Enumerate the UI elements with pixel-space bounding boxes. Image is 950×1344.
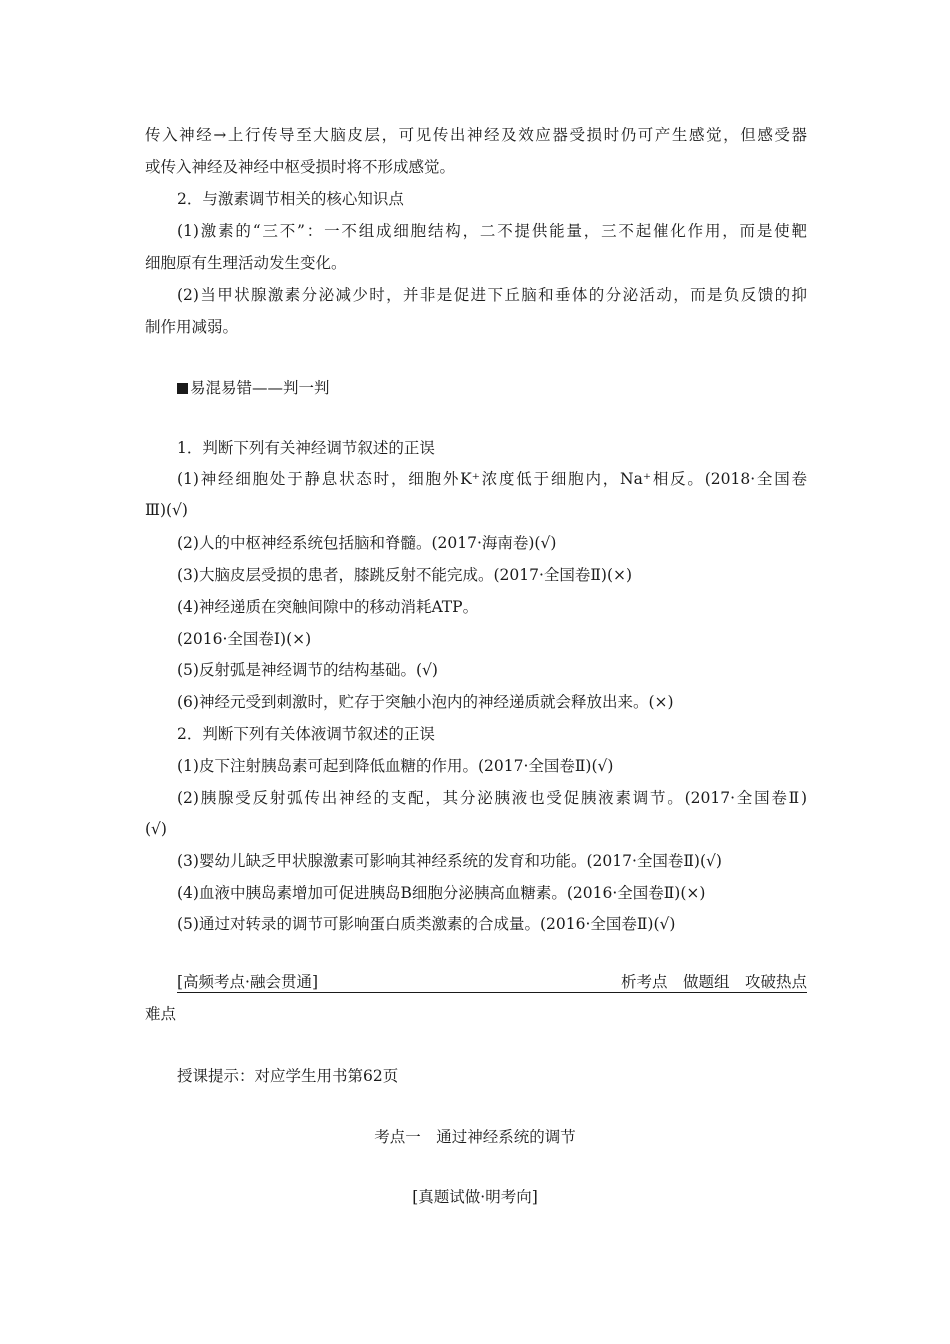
lesson-hint: 授课提示：对应学生用书第62页 [177,1067,399,1085]
q1-item-6: (6)神经元受到刺激时，贮存于突触小泡内的神经递质就会释放出来。(×) [177,693,674,711]
q2-item-2-line-1: (2)胰腺受反射弧传出神经的支配，其分泌胰液也受促胰液素调节。(2017·全国卷Ⅱ) [177,789,807,807]
q1-heading: 1．判断下列有关神经调节叙述的正误 [177,439,435,457]
q2-item-4: (4)血液中胰岛素增加可促进胰岛B细胞分泌胰高血糖素。(2016·全国卷Ⅱ)(×) [177,884,706,902]
subtopic-heading: [真题试做·明考向] [412,1188,538,1206]
hormone-point-2-line-2: 制作用减弱。 [145,318,239,336]
q1-item-3: (3)大脑皮层受损的患者，膝跳反射不能完成。(2017·全国卷Ⅱ)(×) [177,566,633,584]
banner-right-label: 析考点 做题组 攻破热点 [620,973,807,991]
hormone-point-2-line-1: (2)当甲状腺激素分泌减少时，并非是促进下丘脑和垂体的分泌活动，而是负反馈的抑 [177,286,807,304]
hormone-point-1-line-2: 细胞原有生理活动发生变化。 [145,254,347,272]
q1-item-1-line-2: Ⅲ)(√) [145,501,188,519]
intro-line-2: 或传入神经及神经中枢受损时将不形成感觉。 [145,158,456,176]
confusion-section-title [177,378,330,398]
hormone-heading: 2．与激素调节相关的核心知识点 [177,190,404,208]
banner-left-label: [高频考点·融会贯通] [177,973,319,991]
q2-item-5: (5)通过对转录的调节可影响蛋白质类激素的合成量。(2016·全国卷Ⅱ)(√) [177,915,676,933]
q1-item-2: (2)人的中枢神经系统包括脑和脊髓。(2017·海南卷)(√) [177,534,557,552]
q2-item-2-line-2: (√) [145,820,167,838]
q1-item-5: (5)反射弧是神经调节的结构基础。(√) [177,661,438,679]
banner-wrap-text: 难点 [145,1005,177,1023]
q2-heading: 2．判断下列有关体液调节叙述的正误 [177,725,435,743]
hormone-point-1-line-1: (1)激素的“三不”：一不组成细胞结构，二不提供能量，三不起催化作用，而是使靶 [177,222,807,240]
q1-item-1-line-1: (1)神经细胞处于静息状态时，细胞外K⁺浓度低于细胞内，Na⁺相反。(2018·全国卷 [177,470,807,488]
q2-item-1: (1)皮下注射胰岛素可起到降低血糖的作用。(2017·全国卷Ⅱ)(√) [177,757,614,775]
intro-line-1: 传入神经→上行传导至大脑皮层，可见传出神经及效应器受损时仍可产生感觉，但感受器 [145,126,807,144]
q1-item-4-line-2: (2016·全国卷Ⅰ)(×) [177,630,312,648]
topic-heading: 考点一 通过神经系统的调节 [374,1128,576,1146]
black-square-icon [177,383,188,394]
q2-item-3: (3)婴幼儿缺乏甲状腺激素可影响其神经系统的发育和功能。(2017·全国卷Ⅱ)(√) [177,852,722,870]
confusion-title-text: 易混易错——判一判 [190,379,330,397]
q1-item-4-line-1: (4)神经递质在突触间隙中的移动消耗ATP。 [177,598,479,616]
section-banner [177,972,807,993]
